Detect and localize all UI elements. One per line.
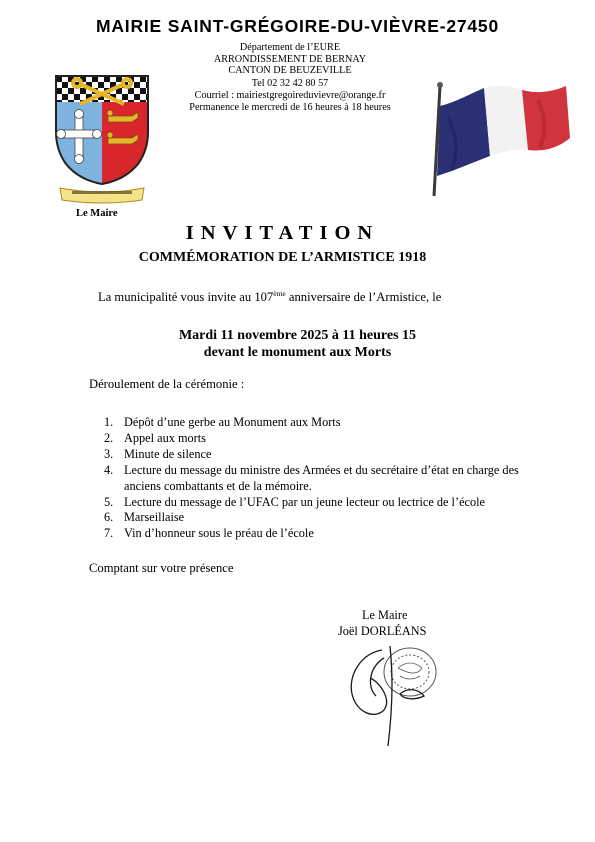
intro-superscript: ème	[273, 289, 286, 298]
french-flag-icon	[428, 78, 576, 198]
program-list	[104, 415, 544, 542]
list-item	[104, 463, 544, 495]
header-canton: CANTON DE BEUZEVILLE	[228, 65, 352, 76]
closing-text: Comptant sur votre présence	[89, 561, 234, 575]
header-phone: Tel 02 32 42 80 57	[251, 78, 329, 89]
page-title: MAIRIE SAINT-GRÉGOIRE-DU-VIÈVRE-27450	[95, 16, 499, 36]
list-item-text: Vin d’honneur sous le préau de l’école	[124, 526, 314, 541]
invitation-title: INVITATION	[185, 222, 380, 244]
list-item-text: Minute de silence	[124, 446, 212, 461]
signatory-title: Le Maire	[362, 608, 408, 622]
list-item-text: Appel aux morts	[124, 430, 206, 445]
list-item-number: 3.	[104, 446, 114, 461]
header-department: Département de l’EURE	[239, 42, 341, 53]
header-email: Courriel : mairiestgregoireduvievre@orange.fr	[194, 90, 386, 101]
header-hours: Permanence le mercredi de 16 heures à 18 heures	[189, 102, 391, 113]
list-item-text: Marseillaise	[124, 510, 185, 525]
signatory-name: Joël DORLÉANS	[338, 624, 427, 638]
invitation-subtitle: COMMÉMORATION DE L’ARMISTICE 1918	[138, 250, 427, 265]
mayor-label: Le Maire	[76, 208, 118, 219]
program-heading: Déroulement de la cérémonie :	[89, 377, 245, 391]
list-item-number: 4.	[104, 462, 114, 477]
list-item-number: 7.	[104, 526, 114, 541]
intro-text	[98, 290, 441, 305]
list-item	[104, 526, 544, 542]
handwritten-signature-stamp	[340, 636, 450, 748]
list-item-text: Lecture du message de l’UFAC par un jeune lecteur ou lectrice de l’école	[124, 494, 486, 509]
list-item	[104, 495, 544, 511]
list-item	[104, 415, 544, 431]
list-item	[104, 431, 544, 447]
list-item-text: Lecture du message du ministre des Armées et du secrétaire d’état en charge des anciens combattants et de la mémoire.	[124, 462, 519, 493]
coat-of-arms-icon	[52, 72, 152, 212]
event-place: devant le monument aux Morts	[203, 345, 392, 360]
intro-after: anniversaire de l’Armistice, le	[285, 290, 442, 304]
event-date: Mardi 11 novembre 2025 à 11 heures 15	[178, 328, 417, 343]
list-item	[104, 447, 544, 463]
intro-before: La municipalité vous invite au 107	[98, 290, 274, 304]
list-item-number: 6.	[104, 510, 114, 525]
list-item	[104, 510, 544, 526]
list-item-number: 1.	[104, 415, 114, 429]
list-item-text: Dépôt d’une gerbe au Monument aux Morts	[124, 415, 341, 429]
header-arrondissement: ARRONDISSEMENT DE BERNAY	[213, 53, 367, 65]
list-item-number: 2.	[104, 430, 114, 445]
list-item-number: 5.	[104, 494, 114, 509]
